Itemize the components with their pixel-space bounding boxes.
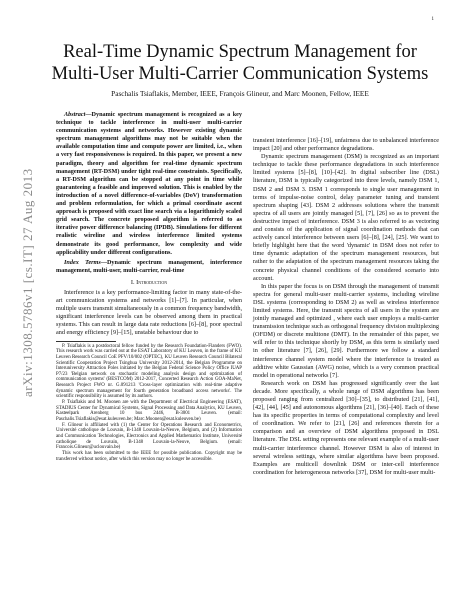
body-paragraph-1: transient interference [16]–[19], unfairness due to unbalanced interference impact [20] and other performance degradations.: [253, 137, 439, 153]
footnote-copyright: This work has been submitted to the IEEE for possible publication. Copyright may be transferred without notice, after which this version may no longer be accessible.: [56, 451, 242, 462]
abstract-text: —Dynamic spectrum management is recognized as a key technique to tackle interference in multi-user multi-carrier communication systems and networks. However existing dynamic spectrum management algorithms may not be suitable when the available computation time and compute power are limited, i.e., when a very fast responsiveness is required. In this paper, we present a new paradigm, theory and algorithm for real-time dynamic spectrum management (RT-DSM) under tight real-time constraints. Specifically, a RT-DSM algorithm can be stopped at any point in time while guaranteeing a feasible and improved solution. This is enabled by the introduction of a novel difference-of-variables (DoV) transformation and problem reformulation, for which a primal coordinate ascent approach is proposed with exact line search via a logarithmicly scaled grid search. The concrete proposed algorithm is referred to as iterative power difference balancing (IPDB). Simulations for different realistic wireline and wireless interference limited systems demonstrate its good performance, low complexity and wide applicability under different configurations.: [56, 111, 242, 256]
right-column: [253, 137, 439, 477]
section-heading: I. Introduction: [130, 278, 168, 286]
body-paragraph-2: Dynamic spectrum management (DSM) is recognized as an important technique to tackle these performance degradations in such interference limited systems [5]–[8], [10]–[42]. In digital subscriber line (DSL) literature, DSM is typically categorized into three levels, namely DSM 1, DSM 2 and DSM 3. DSM 1 corresponds to single user management in terms of impulse-noise control, delay parameter tuning and transient spectrum shaping [43]. DSM 2 addresses solutions where the transmit spectra of all users are jointly managed [5], [7], [26] so as to prevent the destructive impact of interference. DSM 3 is also referred to as vectoring and consists of the application of signal coordination methods that can actively cancel interference between users [6]–[8], [24], [25]. We want to briefly highlight here that the word 'dynamic' in DSM does not refer to time dynamic adaptation of the spectrum management resources, but rather to the adaptation of the spectrum management resources taking the concrete physical channel conditions of the considered scenario into account.: [253, 153, 439, 282]
body-paragraph-3: In this paper the focus is on DSM through the management of transmit spectra for general multi-user multi-carrier systems, including wireline DSL systems (corresponding to DSM 2) as well as wireless interference limited systems. Here, the transmit spectra of all users in the system are jointly managed and optimized , where each user employs a multi-carrier transmission technique such as orthogonal frequency division multiplexing (OFDM) or discrete multitone (DMT). In the remainder of this paper, we will refer to this technique shortly by DSM, as this term is similarly used in other literature [7], [26], [29]. Furthermore we follow a standard interference channel system model where the interference is treated as additive white Gaussian (AWG) noise, which is a very common practical model in operational networks [7].: [253, 282, 439, 379]
body-paragraph-4: Research work on DSM has progressed significantly over the last decade. More specifically, a whole range of DSM algorithms has been proposed ranging from centralized [30]–[35], to distributed [21], [41], [42], [44], [45] and autonomous algorithms [21], [36]–[40]. Each of these has its specific properties in terms of computational complexity and level of coordination. We refer to [21], [26] and references therein for a comparison and an overview of DSM algorithms proposed in DSL literature. The DSL setting represents one relevant example of a multi-user multi-carrier interference channel. However DSM is also of interest in several wireless settings, where similar algorithms have been proposed. Examples are multicell downlink DSM or inter-cell interference coordination for heterogeneous networks [37], DSM for multi-user multi-: [253, 379, 439, 476]
author-list: Paschalis Tsiaflakis, Member, IEEE, François Glineur, and Marc Moonen, Fellow, IEEE: [111, 89, 369, 98]
index-terms: [56, 259, 242, 275]
abstract-label: Abstract: [64, 111, 86, 118]
footnote-affiliation-glineur: F. Glineur is affiliated with (1) the Center for Operations Research and Econometrics, Université catholique de Louvain, B-1348 Louvain-la-Neuve, Belgium, and (2) Information and Communication Technologies, Electronics and Applied Mathematics Institute, Université catholique de Louvain, B-1348 Louvain-la-Neuve, Belgium. (email: Francois.Glineur@uclouvain.be): [56, 422, 242, 451]
left-column: [56, 111, 242, 462]
intro-paragraph: Interference is a key performance-limiting factor in many state-of-the-art communication systems and networks [1]–[7]. In particular, when multiple users transmit simultaneously in a common frequency bandwidth, significant interference levels can be observed among them in practical systems. This can result in large data rate reductions [6]–[8], poor spectral and energy efficiency [9]–[15], unstable behaviour due to: [56, 288, 242, 337]
paper-title: [40, 41, 440, 85]
abstract: [56, 111, 242, 257]
footnote-divider: [56, 341, 116, 342]
arxiv-identifier: arXiv:1308.5786v1 [cs.IT] 27 Aug 2013: [20, 168, 35, 397]
index-terms-text: —Dynamic spectrum management, interference management, multi-user, multi-carrier, real-time: [56, 258, 242, 274]
index-terms-label: Index Terms: [64, 258, 101, 266]
footnote-affiliation-tsiaflakis-moonen: P. Tsiaflakis and M. Moonen are with the Department of Electrical Engineering (ESAT), STADIUS Center for Dynamical Systems, Signal Processing and Data Analytics, KU Leuven, Kasteelpark Arenberg 10 bus 2446, B-3001 Leuven. (email: Paschalis.Tsiaflakis@esat.kuleuven.be; Marc.Moonen@esat.kuleuven.be): [56, 400, 242, 423]
footnote-funding: P. Tsiaflakis is a postdoctoral fellow funded by the Research Foundation-Flanders (FWO). This research work was carried out at the ESAT Laboratory of KU Leuven, in the frame of KU Leuven Research Council CoE PFV/10/002 (OPTEC), KU Leuven Research Council Bilateral Scientific Cooperation Project Tsinghua University 2012-2014, the Belgian Programme on Interuniversity Attraction Poles initiated by the Belgian Federal Science Policy Office IUAP P7/23 'Belgian network on stochastic modeling analysis design and optimization of communication systems' (BESTCOM) 2012-2017, Concerted Research Action GOA-MaNet, Research Project FWO nr. G.091213 'Cross-layer optimization with real-time adaptive dynamic spectrum management for fourth generation broadband access networks'. The scientific responsibility is assumed by its authors.: [56, 343, 242, 400]
page-number: 1: [431, 17, 434, 22]
title-line-1: Real-Time Dynamic Spectrum Management for: [63, 42, 417, 62]
footnotes: [56, 344, 242, 463]
title-line-2: Multi-User Multi-Carrier Communication Systems: [51, 64, 429, 84]
